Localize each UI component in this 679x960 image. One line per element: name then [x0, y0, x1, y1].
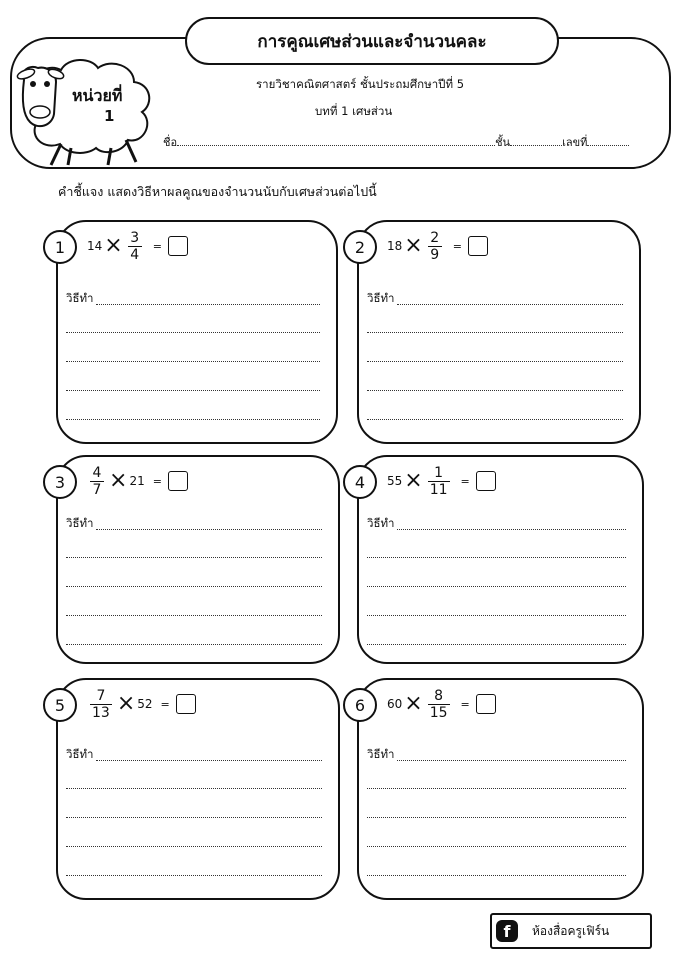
answer-line[interactable] [367, 874, 626, 876]
name-label: ชื่อ [163, 136, 178, 149]
answer-box[interactable] [168, 236, 188, 256]
answer-line[interactable] [66, 787, 322, 789]
answer-line[interactable] [66, 360, 320, 362]
whole-number: 55 [387, 474, 403, 488]
answer-box[interactable] [468, 236, 488, 256]
method-label: วิธีทำ [367, 747, 395, 761]
denominator: 9 [430, 246, 440, 263]
answer-line[interactable] [367, 585, 626, 587]
method-row [66, 746, 322, 764]
numerator: 8 [434, 687, 444, 704]
unit-number: 1 [104, 107, 115, 125]
answer-box[interactable] [476, 694, 496, 714]
class-label: ชั้น [495, 136, 511, 149]
times-sign: × [116, 691, 136, 716]
number-field[interactable] [587, 135, 629, 146]
chapter-line: บทที่ 1 เศษส่วน [315, 104, 393, 118]
whole-number: 60 [387, 697, 403, 711]
problem-expression [387, 222, 488, 270]
equals-sign: = [160, 697, 170, 711]
footer-text: ห้องสื่อครูเฟิร์น [532, 923, 610, 938]
equals-sign: = [152, 239, 162, 253]
answer-line[interactable] [66, 845, 322, 847]
answer-line[interactable] [96, 759, 322, 761]
answer-line[interactable] [367, 643, 626, 645]
denominator: 7 [92, 481, 102, 498]
times-sign: × [404, 691, 423, 716]
answer-line[interactable] [367, 614, 626, 616]
whole-number: 52 [137, 697, 153, 711]
name-field[interactable] [177, 135, 495, 146]
problem-expression [87, 680, 196, 728]
answer-line[interactable] [66, 585, 322, 587]
answer-line[interactable] [367, 360, 623, 362]
answer-line[interactable] [96, 528, 322, 530]
answer-line[interactable] [66, 614, 322, 616]
fraction [90, 688, 112, 721]
fraction [428, 230, 442, 263]
times-sign: × [104, 233, 123, 258]
method-label: วิธีทำ [367, 291, 395, 305]
equals-sign: = [152, 474, 162, 488]
answer-line[interactable] [397, 528, 626, 530]
method-label: วิธีทำ [367, 516, 395, 530]
answer-line[interactable] [367, 816, 626, 818]
denominator: 13 [92, 704, 110, 721]
method-row [367, 290, 623, 308]
method-row [367, 515, 626, 533]
answer-box[interactable] [176, 694, 196, 714]
problem-number: 4 [343, 465, 377, 499]
equals-sign: = [460, 697, 470, 711]
footer-badge [490, 913, 652, 949]
answer-line[interactable] [66, 389, 320, 391]
times-sign: × [109, 468, 128, 493]
problem-expression [387, 457, 496, 505]
numerator: 7 [96, 687, 106, 704]
times-sign: × [404, 233, 423, 258]
answer-line[interactable] [367, 556, 626, 558]
numerator: 3 [130, 229, 140, 246]
equals-sign: = [460, 474, 470, 488]
method-row [66, 515, 322, 533]
subject-line: รายวิชาคณิตศาสตร์ ชั้นประถมศึกษาปีที่ 5 [256, 77, 465, 91]
answer-line[interactable] [367, 389, 623, 391]
answer-line[interactable] [367, 845, 626, 847]
facebook-icon: f [496, 920, 518, 942]
denominator: 15 [429, 704, 448, 721]
problem-expression [87, 457, 188, 505]
answer-line[interactable] [397, 303, 623, 305]
problem-expression [387, 680, 496, 728]
fraction [428, 465, 450, 498]
answer-box[interactable] [168, 471, 188, 491]
method-label: วิธีทำ [66, 291, 94, 305]
answer-line[interactable] [66, 874, 322, 876]
numerator: 4 [92, 464, 102, 481]
method-row [66, 290, 320, 308]
answer-line[interactable] [367, 418, 623, 420]
answer-line[interactable] [66, 643, 322, 645]
sheep-illustration [16, 52, 166, 170]
answer-line[interactable] [367, 787, 626, 789]
instruction: คำชี้แจง แสดงวิธีหาผลคูณของจำนวนนับกับเศษส่วนต่อไปนี้ [58, 184, 377, 199]
fraction [90, 465, 104, 498]
answer-line[interactable] [66, 556, 322, 558]
fraction [128, 230, 142, 263]
whole-number: 18 [387, 239, 403, 253]
unit-label: หน่วยที่ [72, 86, 123, 105]
class-field[interactable] [510, 135, 562, 146]
times-sign: × [404, 468, 423, 493]
whole-number: 21 [129, 474, 145, 488]
fraction [428, 688, 450, 721]
problem-number: 1 [43, 230, 77, 264]
problem-number: 3 [43, 465, 77, 499]
answer-line[interactable] [66, 816, 322, 818]
answer-line[interactable] [367, 331, 623, 333]
equals-sign: = [452, 239, 462, 253]
numerator: 2 [430, 229, 440, 246]
number-label: เลขที่ [562, 136, 588, 149]
problem-number: 5 [43, 688, 77, 722]
problem-expression [87, 222, 188, 270]
method-row [367, 746, 626, 764]
answer-box[interactable] [476, 471, 496, 491]
problem-number: 6 [343, 688, 377, 722]
student-info-line [163, 133, 658, 151]
answer-line[interactable] [66, 418, 320, 420]
problem-number: 2 [343, 230, 377, 264]
denominator: 4 [130, 246, 140, 263]
answer-line[interactable] [96, 303, 320, 305]
answer-line[interactable] [66, 331, 320, 333]
method-label: วิธีทำ [66, 516, 94, 530]
worksheet-title: การคูณเศษส่วนและจำนวนคละ [185, 17, 559, 65]
answer-line[interactable] [397, 759, 626, 761]
numerator: 1 [434, 464, 444, 481]
whole-number: 14 [87, 239, 103, 253]
method-label: วิธีทำ [66, 747, 94, 761]
denominator: 11 [429, 481, 448, 498]
